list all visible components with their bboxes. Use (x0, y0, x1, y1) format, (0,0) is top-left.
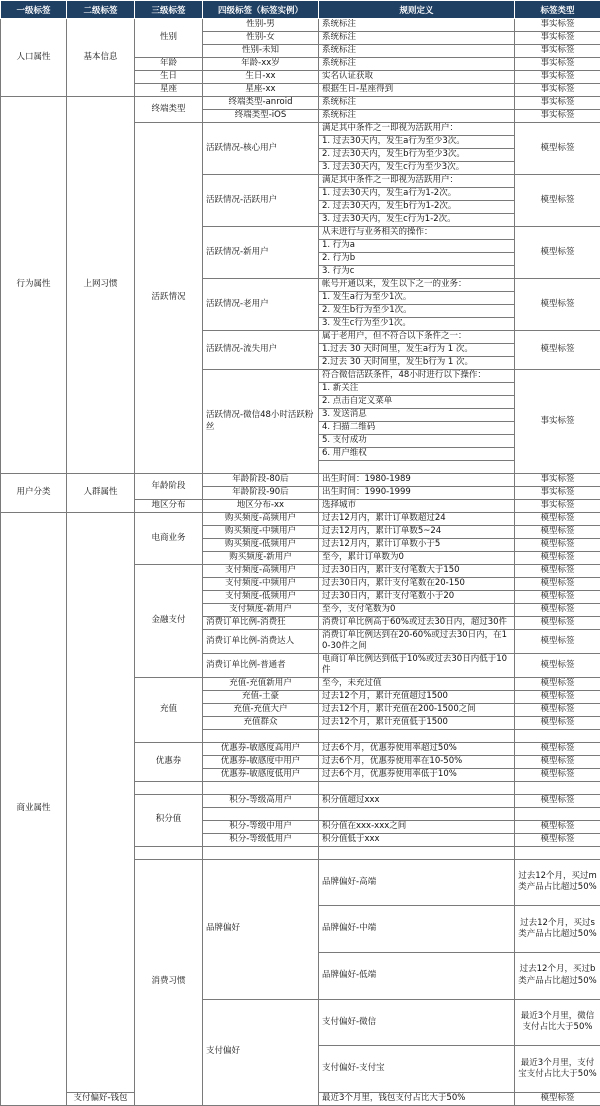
rule-cell: 3. 发生c行为至少1次。 (319, 318, 515, 331)
rule-cell: 过去6个月，优惠券使用率在10-50% (319, 755, 515, 768)
type-cell (515, 807, 600, 820)
level4-cell: 消费订单比例-消费达人 (203, 630, 319, 654)
level4-cell: 活跃情况-新用户 (203, 227, 319, 279)
rule-cell: 3. 过去30天内，发生c行为至少3次。 (319, 162, 515, 175)
level3-cell: 消费习惯 (135, 859, 203, 1105)
level3-cell: 年龄 (135, 58, 203, 71)
rule-cell: 过去12月内，累计订单数超过24 (319, 513, 515, 526)
type-cell: 事实标签 (515, 370, 600, 474)
rule-cell: 系统标注 (319, 32, 515, 45)
type-cell: 模型标签 (515, 690, 600, 703)
type-cell: 模型标签 (515, 539, 600, 552)
rule-cell: 2. 行为b (319, 253, 515, 266)
level3-cell: 年龄阶段 (135, 474, 203, 500)
level4-cell: 活跃情况-微信48小时活跃粉丝 (203, 370, 319, 474)
rule-cell: 1. 行为a (319, 240, 515, 253)
header-rule: 规则定义 (319, 1, 515, 19)
type-cell: 模型标签 (515, 1092, 600, 1105)
level4-cell: 优惠券-敏感度低用户 (203, 768, 319, 781)
rule-cell: 过去30日内，累计支付笔数在20-150 (319, 578, 515, 591)
level1-cell: 行为属性 (1, 97, 67, 474)
level2-cell: 上网习惯 (67, 97, 135, 474)
rule-cell: 消费订单比例达到在20-60%或过去30日内，在10-30件之间 (319, 630, 515, 654)
level1-cell: 商业属性 (1, 513, 67, 1106)
rule-cell: 至今，未充过值 (319, 677, 515, 690)
level4-cell: 支付频度-低频用户 (203, 591, 319, 604)
level2-cell: 基本信息 (67, 19, 135, 97)
level4-cell: 年龄阶段-80后 (203, 474, 319, 487)
level3-cell: 充值 (135, 677, 203, 742)
rule-cell: 实名认证获取 (319, 71, 515, 84)
type-cell: 模型标签 (515, 716, 600, 729)
type-cell: 事实标签 (515, 58, 600, 71)
type-cell: 模型标签 (515, 653, 600, 677)
header-level4: 四级标签（标签实例） (203, 1, 319, 19)
type-cell: 事实标签 (515, 487, 600, 500)
type-cell: 模型标签 (515, 677, 600, 690)
type-cell: 模型标签 (515, 591, 600, 604)
level1-cell: 人口属性 (1, 19, 67, 97)
rule-cell: 系统标注 (319, 45, 515, 58)
rule-cell: 3. 行为c (319, 266, 515, 279)
rule-cell: 3. 过去30天内，发生c行为1-2次。 (319, 214, 515, 227)
rule-cell: 选择城市 (319, 500, 515, 513)
level3-cell: 活跃情况 (135, 123, 203, 474)
type-cell: 模型标签 (515, 630, 600, 654)
rule-cell (319, 846, 515, 859)
rule-cell (319, 781, 515, 794)
rule-cell: 符合微信活跃条件，48小时进行以下操作： (319, 370, 515, 383)
rule-cell: 积分值在xxx-xxx之间 (319, 820, 515, 833)
level4-cell: 活跃情况-核心用户 (203, 123, 319, 175)
level1-cell: 用户分类 (1, 474, 67, 513)
rule-cell: 积分值低于xxx (319, 833, 515, 846)
level4-cell: 星座-xx (203, 84, 319, 97)
rule-cell: 2. 点击自定义菜单 (319, 396, 515, 409)
type-cell: 模型标签 (515, 617, 600, 630)
level4-cell: 支付频度-新用户 (203, 604, 319, 617)
level3-cell: 地区分布 (135, 500, 203, 513)
rule-cell: 3. 发送消息 (319, 409, 515, 422)
type-cell: 模型标签 (515, 768, 600, 781)
rule-cell: 4. 扫描二维码 (319, 422, 515, 435)
type-cell: 模型标签 (515, 578, 600, 591)
rule-cell: 过去12月内，累计订单数5~24 (319, 526, 515, 539)
rule-cell: 2.过去 30 天时间里，发生b行为 1 次。 (319, 357, 515, 370)
rule-cell: 满足其中条件之一即视为活跃用户： (319, 123, 515, 136)
rule-cell: 过去12个月，累计充值在200-1500之间 (319, 703, 515, 716)
level4-cell: 购买频度-高频用户 (203, 513, 319, 526)
level4-cell: 性别-男 (203, 19, 319, 32)
rule-cell: 出生时间：1990-1999 (319, 487, 515, 500)
type-cell: 模型标签 (515, 742, 600, 755)
level4-cell: 优惠券-敏感度中用户 (203, 755, 319, 768)
rule-cell: 消费订单比例高于60%或过去30日内，超过30件 (319, 617, 515, 630)
type-cell: 模型标签 (515, 703, 600, 716)
level4-cell: 活跃情况-老用户 (203, 279, 319, 331)
level4-cell: 支付频度-高频用户 (203, 565, 319, 578)
rule-cell: 过去30日内，累计支付笔数大于150 (319, 565, 515, 578)
rule-cell: 过去12月内，累计订单数小于5 (319, 539, 515, 552)
level3-cell: 金融支付 (135, 565, 203, 678)
rule-cell: 支付偏好-微信 (319, 999, 515, 1046)
level4-cell: 积分-等级高用户 (203, 794, 319, 807)
type-cell: 最近3个月里，支付宝支付占比大于50% (515, 1046, 600, 1093)
table-row (1, 513, 600, 526)
level4-cell: 活跃情况-活跃用户 (203, 175, 319, 227)
level3-cell: 优惠券 (135, 742, 203, 781)
rule-cell: 品牌偏好-中端 (319, 906, 515, 953)
rule-cell: 品牌偏好-低端 (319, 952, 515, 999)
level4-cell: 活跃情况-流失用户 (203, 331, 319, 370)
type-cell: 事实标签 (515, 71, 600, 84)
rule-cell: 2. 发生b行为至少1次。 (319, 305, 515, 318)
level3-cell: 生日 (135, 71, 203, 84)
rule-cell: 系统标注 (319, 110, 515, 123)
level2-cell (67, 513, 135, 1093)
level4-cell: 充值群众 (203, 716, 319, 729)
header-level3: 三级标签 (135, 1, 203, 19)
level3-cell (135, 846, 203, 859)
type-cell: 过去12个月，买过b类产品占比超过50% (515, 952, 600, 999)
type-cell: 模型标签 (515, 820, 600, 833)
type-cell: 模型标签 (515, 123, 600, 175)
type-cell: 模型标签 (515, 513, 600, 526)
level4-cell (203, 781, 319, 794)
rule-cell: 至今，支付笔数为0 (319, 604, 515, 617)
level3-cell: 性别 (135, 19, 203, 58)
rule-cell: 2. 过去30天内，发生b行为至少3次。 (319, 149, 515, 162)
level4-cell: 消费订单比例-消费狂 (203, 617, 319, 630)
level4-cell: 消费订单比例-普通者 (203, 653, 319, 677)
level4-cell: 性别-女 (203, 32, 319, 45)
level3-cell (135, 781, 203, 794)
level4-cell: 生日-xx (203, 71, 319, 84)
level4-cell (203, 807, 319, 820)
type-cell: 模型标签 (515, 552, 600, 565)
rule-cell: 1. 过去30天内，发生a行为至少3次。 (319, 136, 515, 149)
rule-cell: 根据生日-星座得到 (319, 84, 515, 97)
type-cell: 过去12个月，买过s类产品占比超过50% (515, 906, 600, 953)
type-cell: 模型标签 (515, 227, 600, 279)
header-level2: 二级标签 (67, 1, 135, 19)
level3-cell: 积分值 (135, 794, 203, 846)
rule-cell (319, 807, 515, 820)
header-level1: 一级标签 (1, 1, 67, 19)
type-cell (515, 781, 600, 794)
level4-cell: 终端类型-iOS (203, 110, 319, 123)
type-cell: 模型标签 (515, 794, 600, 807)
level4-cell: 充值-充值大户 (203, 703, 319, 716)
rule-cell: 过去30日内，累计支付笔数小于20 (319, 591, 515, 604)
rule-cell: 过去12个月，累计充值低于1500 (319, 716, 515, 729)
type-cell: 模型标签 (515, 755, 600, 768)
level3-cell: 电商业务 (135, 513, 203, 565)
rule-cell: 过去12个月，累计充值超过1500 (319, 690, 515, 703)
rule-cell: 满足其中条件之一即视为活跃用户： (319, 175, 515, 188)
type-cell: 事实标签 (515, 19, 600, 32)
rule-cell: 电商订单比例达到低于10%或过去30日内低于10件 (319, 653, 515, 677)
type-cell (515, 729, 600, 742)
rule-cell: 1. 过去30天内，发生a行为1-2次。 (319, 188, 515, 201)
type-cell: 事实标签 (515, 97, 600, 110)
table-row (1, 19, 600, 32)
rule-cell: 帐号开通以来，发生以下之一的业务： (319, 279, 515, 292)
type-cell: 模型标签 (515, 526, 600, 539)
level4-cell: 购买频度-新用户 (203, 552, 319, 565)
type-cell: 事实标签 (515, 110, 600, 123)
table-row (1, 97, 600, 110)
level4-cell: 优惠券-敏感度高用户 (203, 742, 319, 755)
table-row (1, 474, 600, 487)
type-cell (515, 846, 600, 859)
rule-cell: 支付偏好-支付宝 (319, 1046, 515, 1093)
level2-cell: 支付偏好-钱包 (67, 1092, 135, 1105)
rule-cell: 积分值超过xxx (319, 794, 515, 807)
type-cell: 模型标签 (515, 565, 600, 578)
level4-cell: 购买频度-低频用户 (203, 539, 319, 552)
type-cell: 事实标签 (515, 500, 600, 513)
rule-cell (319, 461, 515, 474)
rule-cell: 从未进行与业务相关的操作： (319, 227, 515, 240)
level3-cell: 星座 (135, 84, 203, 97)
level4-cell: 积分-等级低用户 (203, 833, 319, 846)
rule-cell: 最近3个月里，钱包支付占比大于50% (319, 1092, 515, 1105)
type-cell: 模型标签 (515, 175, 600, 227)
level4-cell: 支付偏好 (203, 999, 319, 1105)
level4-cell: 支付频度-中频用户 (203, 578, 319, 591)
type-cell: 最近3个月里，微信支付占比大于50% (515, 999, 600, 1046)
rule-cell: 系统标注 (319, 19, 515, 32)
header-type: 标签类型 (515, 1, 600, 19)
level4-cell: 地区分布-xx (203, 500, 319, 513)
type-cell: 事实标签 (515, 32, 600, 45)
type-cell: 模型标签 (515, 604, 600, 617)
level4-cell: 终端类型-anroid (203, 97, 319, 110)
type-cell: 过去12个月，买过m类产品占比超过50% (515, 859, 600, 906)
table-body (1, 19, 600, 1106)
rule-cell: 1. 新关注 (319, 383, 515, 396)
rule-cell (319, 729, 515, 742)
rule-cell: 出生时间：1980-1989 (319, 474, 515, 487)
level4-cell (203, 846, 319, 859)
level4-cell: 充值-土豪 (203, 690, 319, 703)
type-cell: 事实标签 (515, 474, 600, 487)
rule-cell: 品牌偏好-高端 (319, 859, 515, 906)
type-cell: 事实标签 (515, 84, 600, 97)
rule-cell: 属于老用户，但不符合以下条件之一： (319, 331, 515, 344)
type-cell: 模型标签 (515, 833, 600, 846)
rule-cell: 5. 支付成功 (319, 435, 515, 448)
level4-cell: 积分-等级中用户 (203, 820, 319, 833)
level2-cell: 人群属性 (67, 474, 135, 513)
rule-cell: 过去6个月，优惠券使用率超过50% (319, 742, 515, 755)
rule-cell: 系统标注 (319, 58, 515, 71)
level4-cell: 充值-充值新用户 (203, 677, 319, 690)
rule-cell: 至今，累计订单数为0 (319, 552, 515, 565)
header-row (1, 1, 600, 19)
level4-cell: 品牌偏好 (203, 859, 319, 999)
rule-cell: 系统标注 (319, 97, 515, 110)
level4-cell: 年龄-xx岁 (203, 58, 319, 71)
level4-cell: 性别-未知 (203, 45, 319, 58)
rule-cell: 2. 过去30天内，发生b行为1-2次。 (319, 201, 515, 214)
type-cell: 事实标签 (515, 45, 600, 58)
level3-cell: 终端类型 (135, 97, 203, 123)
type-cell: 模型标签 (515, 279, 600, 331)
type-cell: 模型标签 (515, 331, 600, 370)
rule-cell: 过去6个月，优惠券使用率低于10% (319, 768, 515, 781)
level4-cell: 年龄阶段-90后 (203, 487, 319, 500)
rule-cell: 1. 发生a行为至少1次。 (319, 292, 515, 305)
level4-cell: 购买频度-中频用户 (203, 526, 319, 539)
rule-cell: 1.过去 30 天时间里，发生a行为 1 次。 (319, 344, 515, 357)
rule-cell: 6. 用户维权 (319, 448, 515, 461)
level4-cell (203, 729, 319, 742)
